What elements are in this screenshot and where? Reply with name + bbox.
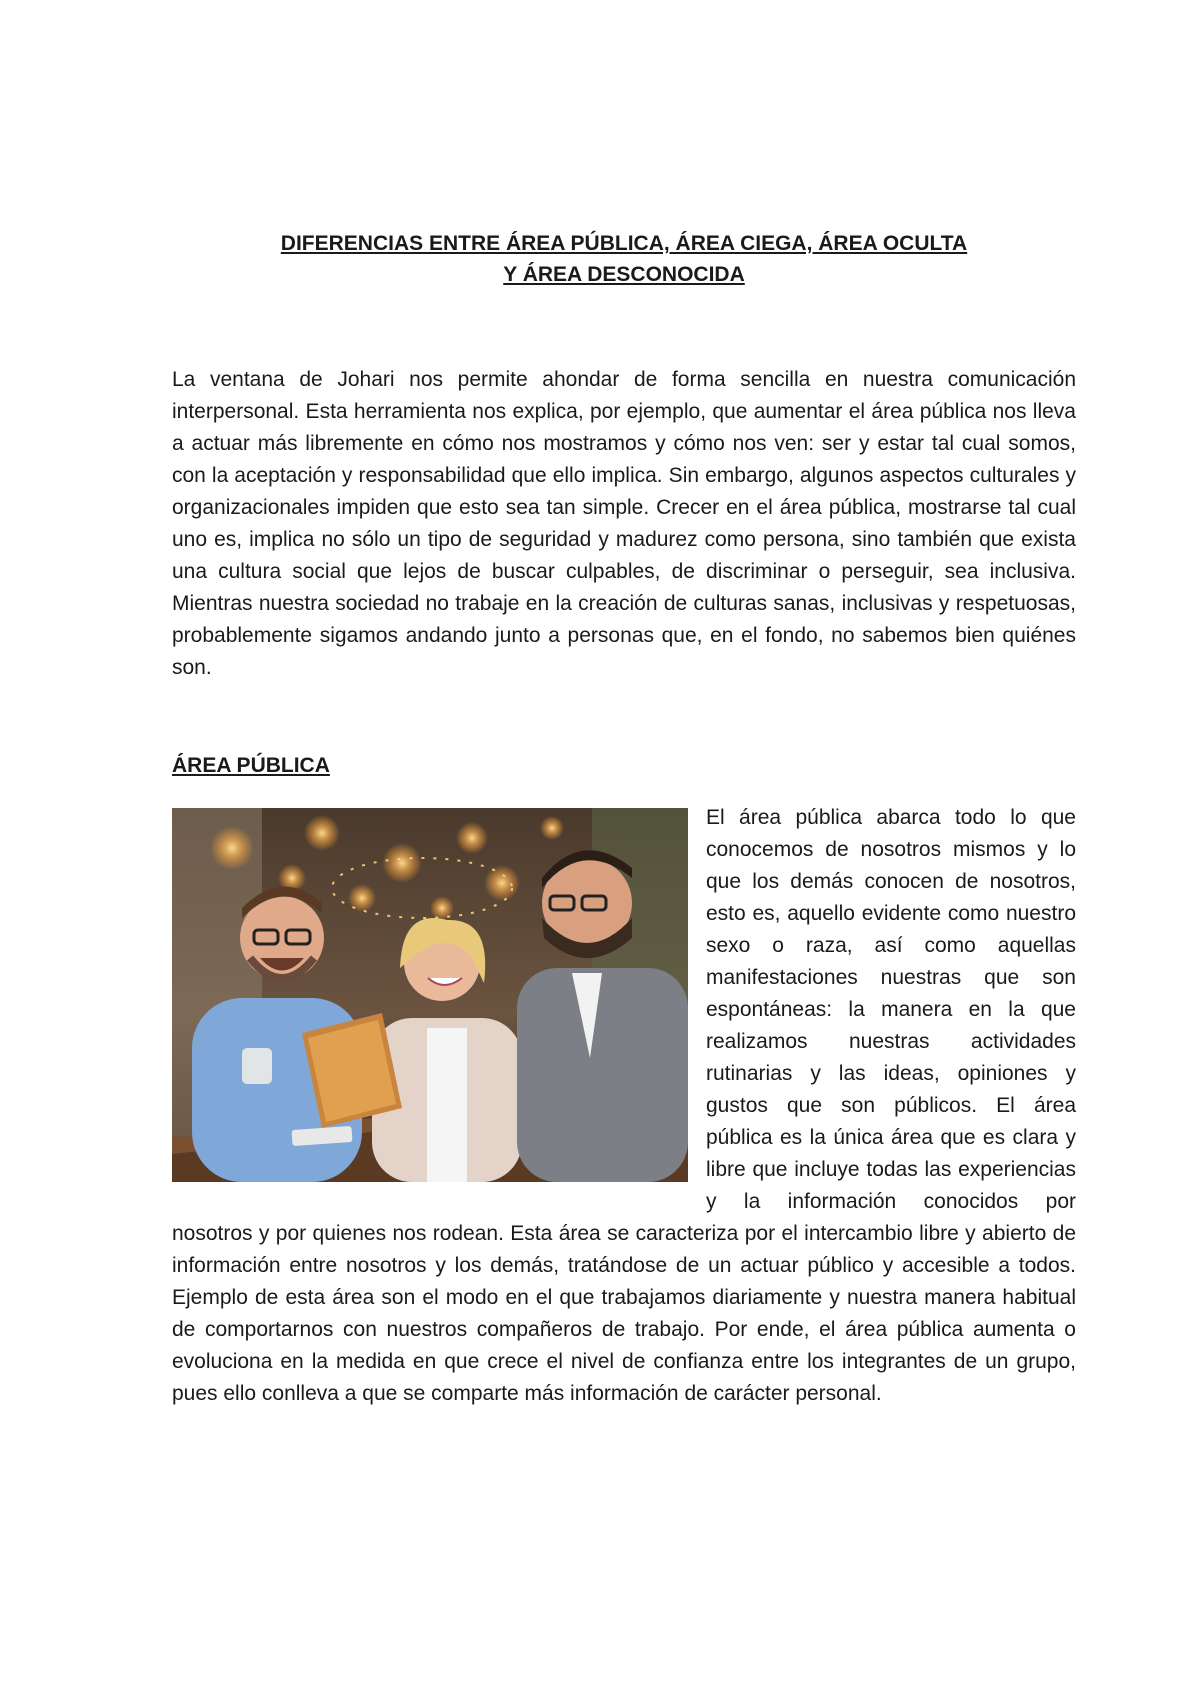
coworkers-photo bbox=[172, 808, 688, 1182]
coworkers-photo-illustration bbox=[172, 808, 688, 1182]
title-line-2: Y ÁREA DESCONOCIDA bbox=[503, 263, 745, 286]
section-heading-area-publica: ÁREA PÚBLICA bbox=[172, 754, 330, 777]
document-title bbox=[172, 228, 1076, 290]
document-content bbox=[172, 228, 1076, 1410]
intro-paragraph: La ventana de Johari nos permite ahondar de forma sencilla en nuestra comunicación interpersonal. Esta herramienta nos explica, por ejemplo, que aumentar el área pública nos lleva a actuar más libremente en cómo nos mostramos y cómo nos ven: ser y estar tal cual somos, con la aceptación y responsabilidad que ello implica. Sin embargo, algunos aspectos culturales y organizacionales impiden que esto sea tan simple. Crecer en el área pública, mostrarse tal cual uno es, implica no sólo un tipo de seguridad y madurez como persona, sino también que exista una cultura social que lejos de buscar culpables, de discriminar o perseguir, sea inclusiva. Mientras nuestra sociedad no trabaje en la creación de culturas sanas, inclusivas y respetuosas, probablemente sigamos andando junto a personas que, en el fondo, no sabemos bien quiénes son. bbox=[172, 368, 1076, 679]
section-body bbox=[172, 802, 1076, 1410]
section-body-text: El área pública abarca todo lo que conocemos de nosotros mismos y lo que los demás conocen de nosotros, esto es, aquello evidente como nuestro sexo o raza, así como aquellas manifestaciones nuestras que son espontáneas: la manera en la que realizamos nuestras actividades rutinarias y las ideas, opiniones y gustos que son públicos. El área pública es la única área que es clara y libre que incluye todas las experiencias y la información conocidos por nosotros y por quienes nos rodean. Esta área se caracteriza por el intercambio libre y abierto de información entre nosotros y los demás, tratándose de un actuar público y accesible a todos. Ejemplo de esta área son el modo en el que trabajamos diariamente y nuestra manera habitual de comportarnos con nuestros compañeros de trabajo. Por ende, el área pública aumenta o evoluciona en la medida en que crece el nivel de confianza entre los integrantes de un grupo, pues ello conlleva a que se comparte más información de carácter personal. bbox=[172, 806, 1076, 1405]
title-line-1: DIFERENCIAS ENTRE ÁREA PÚBLICA, ÁREA CIEGA, ÁREA OCULTA bbox=[280, 232, 968, 255]
